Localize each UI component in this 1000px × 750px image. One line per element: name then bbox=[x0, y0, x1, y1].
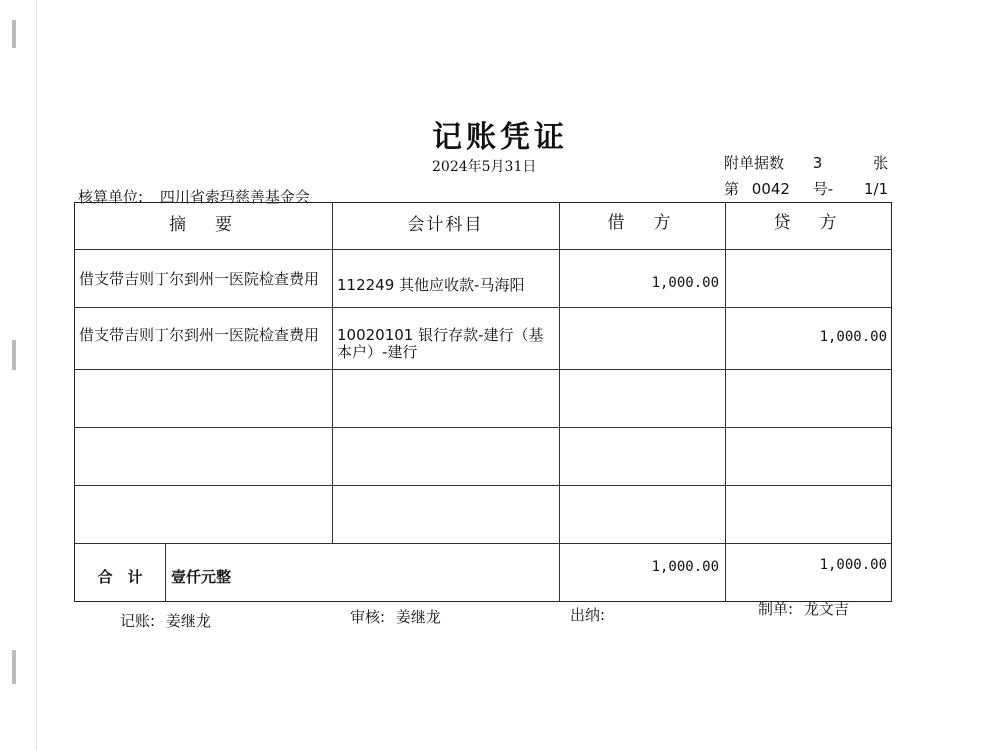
col-divider bbox=[559, 203, 560, 601]
voucher-table bbox=[74, 202, 892, 602]
row2-account: 10020101 银行存款-建行（基本户）-建行 bbox=[337, 326, 544, 361]
voucher-number-line bbox=[724, 178, 888, 199]
row-divider bbox=[75, 427, 891, 428]
row2-summary: 借支带吉则丁尔到州一医院检查费用 bbox=[79, 326, 320, 344]
col-divider bbox=[165, 543, 166, 601]
row-divider bbox=[75, 249, 891, 250]
signature-preparer bbox=[758, 598, 849, 619]
preparer-name: 龙文吉 bbox=[803, 600, 849, 618]
number-suffix: 号- bbox=[812, 180, 834, 198]
total-debit: 1,000.00 bbox=[651, 559, 719, 575]
attachments-info bbox=[724, 152, 888, 173]
unit-name: 四川省索玛慈善基金会 bbox=[159, 188, 310, 206]
row-divider bbox=[75, 369, 891, 370]
unit-label: 核算单位: bbox=[78, 188, 144, 206]
voucher-number: 0042 bbox=[751, 180, 790, 198]
attachments-count: 3 bbox=[812, 154, 823, 172]
row-divider bbox=[75, 485, 891, 486]
total-label: 合 计 bbox=[97, 568, 143, 586]
scan-speck bbox=[12, 20, 16, 48]
preparer-label: 制单: bbox=[758, 600, 794, 618]
header-summary: 摘 要 bbox=[169, 215, 238, 235]
scan-speck bbox=[12, 340, 16, 370]
voucher-date: 2024年5月31日 bbox=[432, 159, 537, 175]
reviewer-label: 审核: bbox=[350, 608, 386, 626]
bookkeeper-label: 记账: bbox=[120, 612, 156, 630]
total-amount-words: 壹仟元整 bbox=[171, 568, 232, 586]
header-credit: 贷 方 bbox=[773, 213, 843, 233]
header-debit: 借 方 bbox=[607, 213, 677, 233]
bookkeeper-name: 姜继龙 bbox=[165, 612, 211, 630]
col-divider bbox=[332, 203, 333, 543]
cashier-label: 出纳: bbox=[570, 606, 606, 624]
voucher-title: 记账凭证 bbox=[432, 120, 568, 155]
row-divider bbox=[75, 307, 891, 308]
row2-credit: 1,000.00 bbox=[819, 329, 887, 345]
number-prefix: 第 bbox=[724, 180, 740, 198]
attachments-label: 附单据数 bbox=[724, 154, 785, 172]
scan-speck bbox=[12, 650, 16, 684]
page-indicator: 1/1 bbox=[863, 180, 889, 198]
signature-reviewer bbox=[350, 606, 441, 627]
row-divider bbox=[75, 543, 891, 544]
attachments-unit: 张 bbox=[873, 154, 889, 172]
row1-debit: 1,000.00 bbox=[651, 275, 719, 291]
col-divider bbox=[725, 203, 726, 601]
total-credit: 1,000.00 bbox=[819, 557, 887, 573]
header-account: 会计科目 bbox=[407, 215, 484, 235]
signature-bookkeeper bbox=[120, 610, 211, 631]
reviewer-name: 姜继龙 bbox=[395, 608, 441, 626]
row1-summary: 借支带吉则丁尔到州一医院检查费用 bbox=[79, 270, 320, 288]
signature-cashier bbox=[570, 604, 616, 625]
row1-account: 112249 其他应收款-马海阳 bbox=[337, 276, 525, 294]
